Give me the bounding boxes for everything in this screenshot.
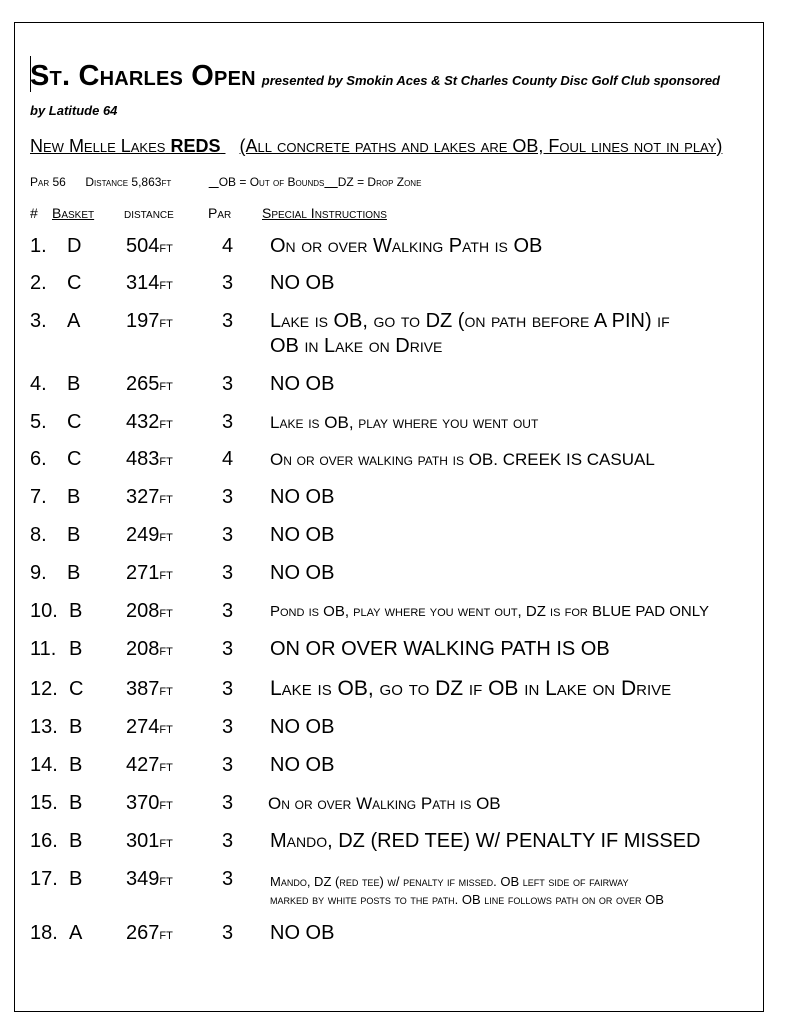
hole-row (0, 600, 791, 630)
hole-instructions-continued: marked by white posts to the path. OB line follows path on or over OB (270, 892, 664, 907)
hole-distance: 370ft (126, 792, 173, 814)
hole-instructions: NO OB (270, 524, 335, 546)
hole-par: 3 (222, 272, 234, 294)
hole-row (0, 754, 791, 784)
hole-basket: C (69, 678, 84, 700)
hole-par: 4 (222, 448, 234, 470)
hole-basket: B (69, 830, 83, 852)
hole-row (0, 373, 791, 403)
hole-instructions: On or over Walking Path is OB (268, 794, 501, 813)
meta-par: Par 56 (30, 175, 66, 189)
hole-number: 7. (30, 486, 47, 508)
hole-par: 4 (222, 235, 234, 257)
hole-row (0, 310, 791, 357)
hole-distance: 387ft (126, 678, 173, 700)
course-meta (30, 175, 439, 189)
hole-distance: 504ft (126, 235, 173, 257)
hole-basket: B (67, 373, 81, 395)
hole-basket: A (67, 310, 81, 332)
hole-instructions: ON OR OVER WALKING PATH IS OB (270, 638, 610, 660)
meta-dz: DZ = Drop Zone (337, 175, 422, 189)
hole-par: 3 (222, 922, 234, 944)
hole-instructions: NO OB (270, 922, 335, 944)
course-heading (30, 136, 722, 157)
hole-instructions: Lake is OB, go to DZ if OB in Lake on Drive (270, 677, 672, 700)
hole-distance: 271ft (126, 562, 173, 584)
hole-number: 18. (30, 922, 58, 944)
hole-row (0, 922, 791, 952)
hole-number: 13. (30, 716, 58, 738)
hole-number: 11. (30, 638, 57, 660)
hole-par: 3 (222, 830, 234, 852)
course-note: (All concrete paths and lakes are OB, Foul lines not in play) (239, 136, 723, 156)
hole-row (0, 448, 791, 478)
hole-instructions: On or over walking path is OB. CREEK IS CASUAL (270, 450, 655, 469)
hole-number: 15. (30, 792, 58, 814)
hole-instructions: NO OB (270, 716, 335, 738)
header-par: Par (208, 205, 232, 221)
course-layout: REDS (170, 136, 221, 156)
hole-distance: 267ft (126, 922, 173, 944)
hole-basket: B (69, 754, 83, 776)
hole-basket: D (67, 235, 82, 257)
hole-number: 6. (30, 448, 47, 470)
hole-basket: B (67, 524, 81, 546)
title-main: St. Charles Open (30, 60, 256, 92)
hole-distance: 301ft (126, 830, 173, 852)
hole-par: 3 (222, 600, 234, 622)
hole-row (0, 486, 791, 516)
hole-instructions: NO OB (270, 373, 335, 395)
hole-basket: B (67, 486, 81, 508)
hole-basket: C (67, 272, 82, 294)
hole-par: 3 (222, 562, 234, 584)
hole-par: 3 (222, 868, 234, 890)
hole-distance: 432ft (126, 411, 173, 433)
hole-row (0, 678, 791, 708)
hole-basket: B (69, 868, 83, 890)
hole-row (0, 868, 791, 907)
hole-par: 3 (222, 411, 234, 433)
hole-instructions: NO OB (270, 562, 335, 584)
hole-par: 3 (222, 310, 234, 332)
hole-distance: 249ft (126, 524, 173, 546)
hole-number: 14. (30, 754, 58, 776)
hole-basket: C (67, 411, 82, 433)
hole-distance: 349ft (126, 868, 173, 890)
hole-instructions: Lake is OB, go to DZ (on path before A PIN) if (270, 310, 670, 332)
hole-distance: 483ft (126, 448, 173, 470)
hole-number: 12. (30, 678, 58, 700)
hole-row (0, 562, 791, 592)
hole-row (0, 272, 791, 302)
hole-par: 3 (222, 678, 234, 700)
hole-instructions: NO OB (270, 754, 335, 776)
hole-par: 3 (222, 373, 234, 395)
hole-basket: C (67, 448, 82, 470)
hole-basket: B (67, 562, 81, 584)
header-instructions: Special Instructions (262, 205, 387, 221)
hole-par: 3 (222, 638, 234, 660)
hole-row (0, 716, 791, 746)
hole-par: 3 (222, 716, 234, 738)
hole-instructions: NO OB (270, 272, 335, 294)
hole-number: 2. (30, 272, 47, 294)
hole-instructions: Lake is OB, play where you went out (270, 413, 539, 432)
document-title (30, 62, 755, 91)
header-basket: Basket (52, 205, 95, 221)
hole-distance: 314ft (126, 272, 173, 294)
hole-row (0, 792, 791, 822)
hole-number: 16. (30, 830, 58, 852)
hole-number: 10. (30, 600, 58, 622)
document-page (14, 22, 764, 1012)
hole-instructions: NO OB (270, 486, 335, 508)
hole-distance: 265ft (126, 373, 173, 395)
hole-par: 3 (222, 792, 234, 814)
meta-ob: OB = Out of Bounds (218, 175, 325, 189)
header-num: # (30, 205, 38, 221)
hole-basket: B (69, 600, 83, 622)
hole-row (0, 524, 791, 554)
hole-par: 3 (222, 524, 234, 546)
course-name: New Melle Lakes (30, 136, 166, 156)
hole-number: 5. (30, 411, 47, 433)
meta-distance: Distance 5,863ft (85, 175, 172, 189)
hole-par: 3 (222, 486, 234, 508)
hole-distance: 208ft (126, 638, 173, 660)
hole-instructions: On or over Walking Path is OB (270, 235, 543, 257)
meta-ob-legend (209, 175, 439, 189)
title-subtitle-continued: by Latitude 64 (30, 103, 118, 118)
hole-instructions: Mando, DZ (RED TEE) W/ PENALTY IF MISSED (270, 830, 701, 852)
hole-number: 17. (30, 868, 58, 890)
hole-instructions: Pond is OB, play where you went out, DZ is for BLUE PAD ONLY (270, 603, 709, 620)
hole-basket: B (69, 638, 83, 660)
hole-basket: B (69, 716, 83, 738)
hole-basket: B (69, 792, 83, 814)
hole-par: 3 (222, 754, 234, 776)
hole-distance: 327ft (126, 486, 173, 508)
hole-instructions: Mando, DZ (red tee) w/ penalty if missed. OB left side of fairway (270, 874, 629, 889)
header-distance: distance (124, 205, 174, 221)
hole-row (0, 830, 791, 860)
hole-number: 3. (30, 310, 47, 332)
hole-distance: 427ft (126, 754, 173, 776)
hole-number: 9. (30, 562, 47, 584)
hole-distance: 208ft (126, 600, 173, 622)
hole-distance: 274ft (126, 716, 173, 738)
hole-number: 1. (30, 235, 47, 257)
hole-basket: A (69, 922, 83, 944)
hole-number: 4. (30, 373, 47, 395)
hole-row (0, 235, 791, 265)
hole-row (0, 638, 791, 668)
hole-instructions-continued: OB in Lake on Drive (270, 335, 443, 357)
title-subtitle: presented by Smokin Aces & St Charles County Disc Golf Club sponsored (261, 73, 720, 88)
hole-number: 8. (30, 524, 47, 546)
hole-row (0, 411, 791, 441)
hole-distance: 197ft (126, 310, 173, 332)
